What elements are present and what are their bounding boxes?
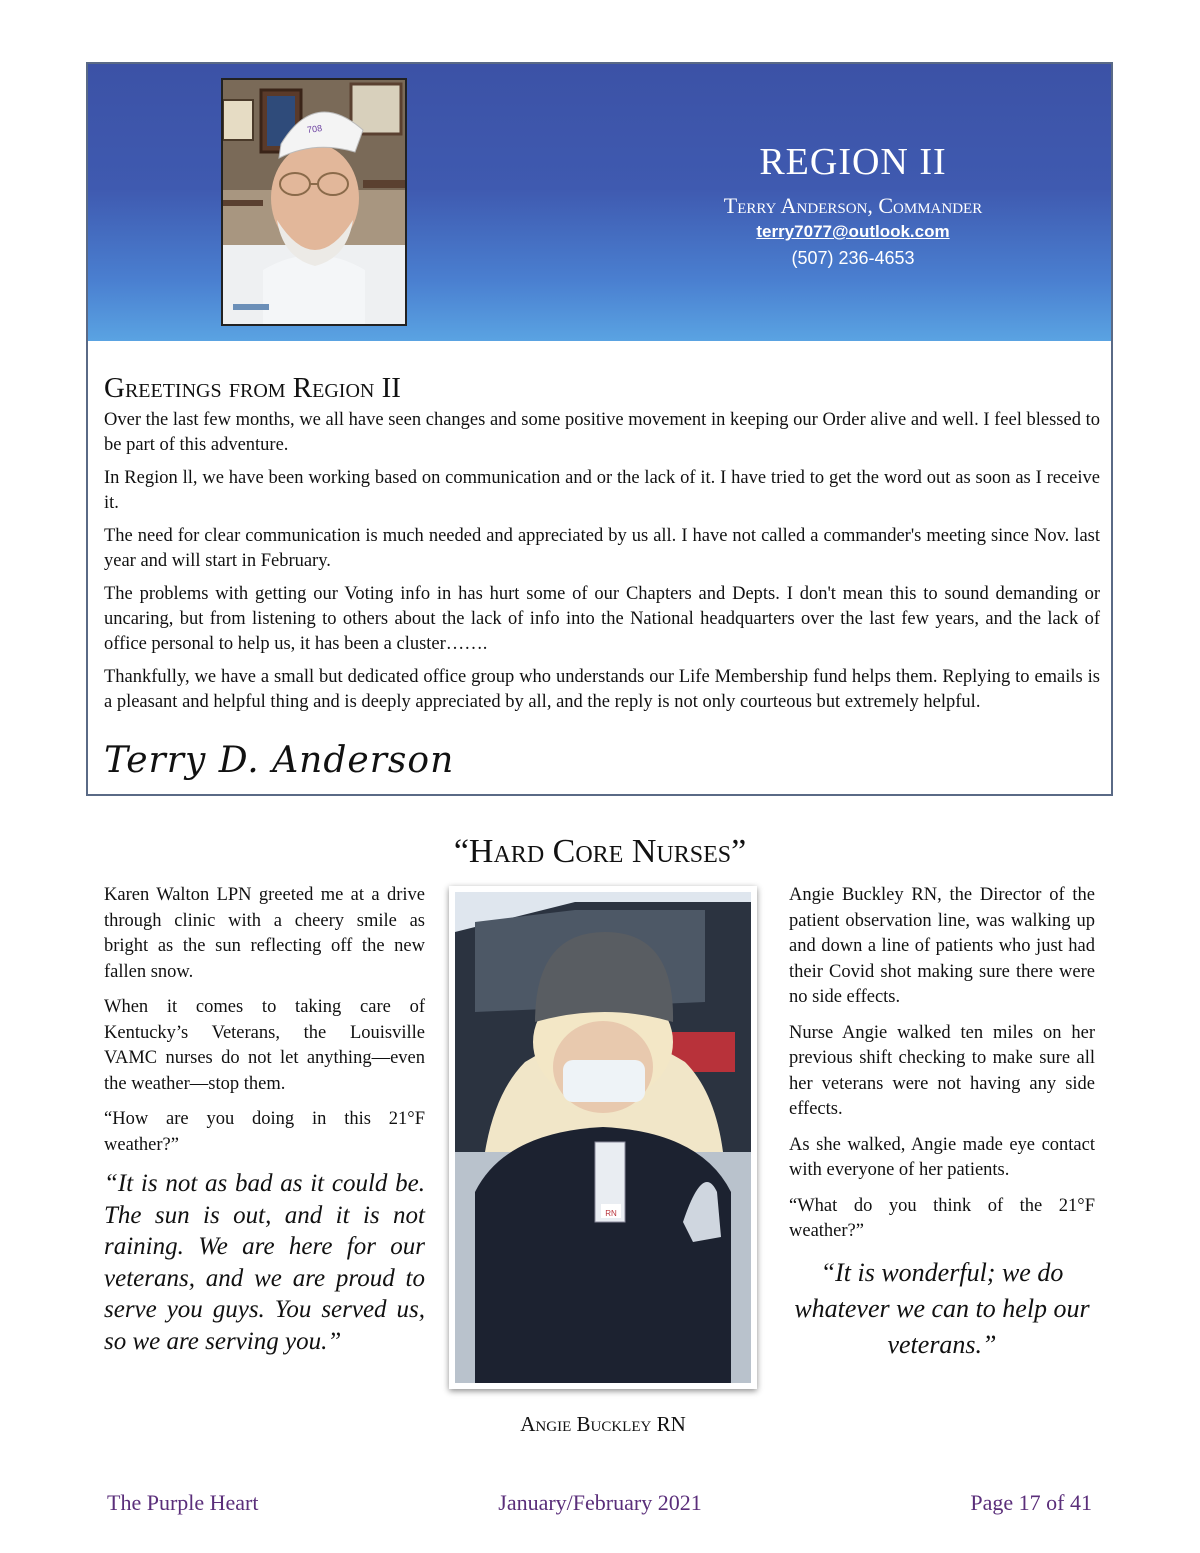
commander-photo-illustration — [223, 80, 405, 324]
greetings-paragraph: The problems with getting our Voting info in has hurt some of our Chapters and Depts. I don't mean this to sound demanding or uncaring, but from listening to others about the lack of info into the National headquarters over the last few years, and the lack of office personal to help us, it has been a cluster……. — [104, 584, 1100, 654]
greetings-section — [104, 370, 1100, 723]
greetings-paragraph: Thankfully, we have a small but dedicated office group who understands our Life Membership fund helps them. Replying to emails is a pleasant and helpful thing and is deeply appreciated by all, and the reply is not only courteous but extremely helpful. — [104, 667, 1100, 712]
article-paragraph: Angie Buckley RN, the Director of the patient observation line, was walking up and down a line of patients who just had their Covid shot making sure there were no side effects. — [789, 885, 1095, 1007]
article-right-column — [789, 883, 1095, 1363]
karen-quote: “It is not as bad as it could be. The sun is out, and it is not raining. We are here for our veterans, and we are proud to serve you guys. You served us, so we are serving you.” — [104, 1170, 425, 1355]
svg-text:708: 708 — [306, 123, 323, 136]
article-title: “Hard Core Nurses” — [453, 833, 747, 870]
greetings-paragraph: Over the last few months, we all have seen changes and some positive movement in keeping our Order alive and well. I feel blessed to be part of this adventure. — [104, 410, 1100, 455]
greetings-paragraph: In Region ll, we have been working based on communication and or the lack of it. I have tried to get the word out as soon as I receive it. — [104, 468, 1100, 513]
commander-phone: (507) 236-4653 — [791, 248, 915, 268]
footer-publication: The Purple Heart — [107, 1490, 259, 1515]
rn-badge-text: RN — [605, 1209, 617, 1218]
article-paragraph: “What do you think of the 21°F weather?” — [789, 1195, 1095, 1241]
article-paragraph: “How are you doing in this 21°F weather?” — [104, 1109, 425, 1155]
article-left-column — [104, 883, 425, 1357]
footer-page-number: Page 17 of 41 — [970, 1490, 1092, 1515]
article-paragraph: Nurse Angie walked ten miles on her previous shift checking to make sure all her veterans were not having any side effects. — [789, 1022, 1095, 1119]
commander-name: Terry Anderson, Commander — [723, 193, 983, 218]
greetings-title: Greetings from Region II — [104, 372, 401, 404]
article-paragraph: Karen Walton LPN greeted me at a drive through clinic with a cheery smile as bright as the sun reflecting off the new fallen snow. — [104, 885, 425, 982]
nurse-photo — [455, 892, 751, 1383]
nurse-photo-illustration — [455, 892, 751, 1383]
commander-info — [648, 138, 1058, 269]
angie-quote: “It is wonderful; we do whatever we can to help our veterans.” — [794, 1257, 1090, 1359]
greetings-paragraph: The need for clear communication is much needed and appreciated by us all. I have not called a commander's meeting since Nov. last year and will start in February. — [104, 526, 1100, 571]
photo-caption: Angie Buckley RN — [520, 1412, 686, 1436]
commander-signature: Terry D. Anderson — [104, 740, 455, 781]
article-paragraph: As she walked, Angie made eye contact with everyone of her patients. — [789, 1134, 1095, 1180]
commander-email-link[interactable]: terry7077@outlook.com — [756, 222, 950, 241]
article-paragraph: When it comes to taking care of Kentucky’s Veterans, the Louisville VAMC nurses do not let anything—even the weather—stop them. — [104, 997, 425, 1094]
region-title: REGION II — [759, 141, 947, 183]
commander-portrait — [221, 78, 407, 326]
region-ii-box — [86, 62, 1113, 796]
footer-issue-date: January/February 2021 — [498, 1490, 702, 1515]
nurse-photo-frame — [449, 886, 757, 1389]
region-banner — [88, 64, 1111, 341]
